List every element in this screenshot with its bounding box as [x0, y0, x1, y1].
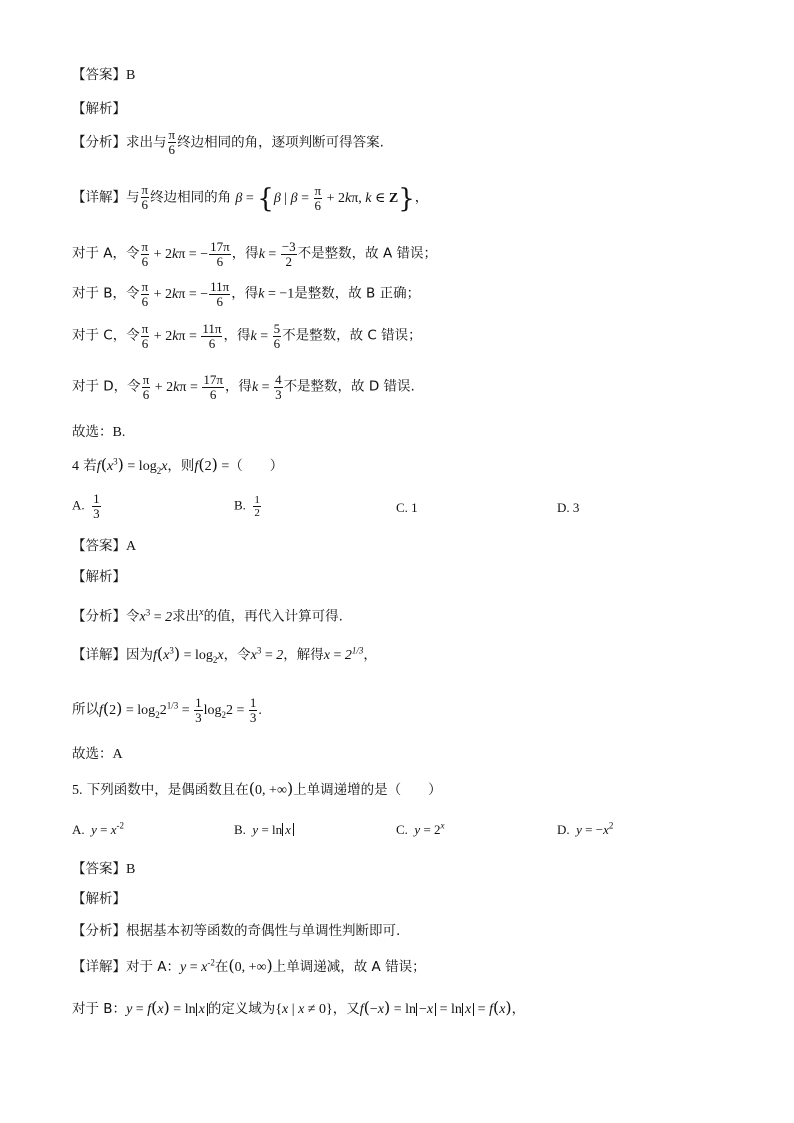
q5-detail-b3: ，又	[332, 1001, 360, 1017]
q4-so-label: 所以	[72, 701, 99, 718]
fenxi-label: 【分析】	[72, 608, 126, 625]
q4-option-a[interactable]: A. $\frac{1}{3}$	[72, 491, 100, 521]
q3-fenxi-line	[72, 128, 384, 157]
q4-stem-a: 若	[83, 458, 97, 474]
q4-analysis-header	[72, 568, 126, 586]
q5-detail-a-line: 【详解】对于 A：$y = x^{-2}$在(0, +∞)上单调递减，故 A 错误；	[72, 956, 426, 975]
q4-so-line: 所以$f(2) = \log_22^{1/3}$ = $\frac{1}{3}$ $\log_22$ = $\frac{1}{3}$ .	[72, 695, 262, 725]
answer-label: 【答案】	[72, 67, 126, 83]
q4-choose-value: A	[112, 747, 123, 762]
q4-fenxi-c: 的值，再代入计算可得.	[203, 608, 343, 625]
beta-set-formula: β = {β | β = $\frac{\pi}{6}$ + 2kπ, k ∈ Z}	[235, 182, 415, 214]
set-z-symbol: Z	[388, 190, 399, 206]
q5-detail-b-line: 对于 B：y = f(x) = ln x 的定义域为{x | x ≠ 0}，又f(−x) = ln −x = ln x = f(x)，	[72, 998, 526, 1017]
fenxi-label: 【分析】	[72, 134, 126, 151]
analysis-label: 【解析】	[72, 101, 126, 117]
row-prefix: 对于 C，令	[72, 327, 140, 344]
q4-stem-c: （ ）	[229, 458, 284, 474]
q4-fenxi-b: 求出	[172, 608, 200, 625]
q4-option-d[interactable]: D. 3	[557, 500, 580, 515]
q5-detail-b: 对于 B：	[72, 1001, 127, 1017]
q4-stem: 4 若$f(x^3) = \log_2x$，则f(2) =（ ）	[72, 455, 284, 476]
answer-label: 【答案】	[72, 861, 126, 877]
guxuan-label: 故选：	[72, 746, 113, 762]
q5-detail-a: 对于 A：	[126, 959, 181, 975]
q3-detail-intro: 与	[126, 189, 140, 206]
q4-option-b[interactable]: B. $\frac{1}{2}$	[234, 494, 260, 519]
xiangjie-label: 【详解】	[72, 959, 126, 975]
analysis-label: 【解析】	[72, 569, 126, 585]
xiangjie-label: 【详解】	[72, 189, 126, 206]
q4-number: 4	[72, 459, 79, 474]
q4-stem-b: ，则	[167, 458, 195, 474]
q3-fenxi-text-a: 求出与	[126, 134, 167, 151]
q5-option-c[interactable]: C. $y = 2^x$	[396, 820, 445, 837]
q4-choose-line	[72, 745, 123, 764]
q3-row-c: 对于 C，令 $\frac{\pi}{6}$ + 2kπ = $\frac{11\pi}{6}$ ，得k = $\frac{5}{6}$ 不是整数，故 C 错误；	[72, 321, 422, 351]
q5-option-b[interactable]: B. y = ln x	[234, 822, 294, 838]
q5-answer-line	[72, 860, 135, 879]
q5-option-d[interactable]: D. $y = -x^2$	[557, 820, 614, 837]
q4-option-c[interactable]: C. 1	[396, 500, 418, 515]
q5-option-a[interactable]: A. $y = x^{-2}$	[72, 820, 125, 837]
q3-analysis-header	[72, 100, 126, 118]
q5-answer-value: B	[126, 862, 136, 877]
row-prefix: 对于 A，令	[72, 245, 140, 262]
q5-fenxi-line	[72, 922, 400, 940]
answer-label: 【答案】	[72, 538, 126, 554]
fenxi-label: 【分析】	[72, 923, 126, 939]
frac-pi-over-6: $\frac{\pi}{6}$	[141, 182, 149, 212]
q5-detail-b2: 的定义域为	[207, 1001, 276, 1017]
q3-row-a: 对于 A，令 $\frac{\pi}{6}$ + 2kπ = − $\frac{17\pi}{6}$ ，得k = $\frac{-3}{2}$ 不是整数，故 A 错误；	[72, 239, 437, 269]
q3-fenxi-text-b: 终边相同的角，逐项判断可得答案.	[177, 134, 384, 151]
q5-stem-b: 上单调递增的是（ ）	[293, 782, 442, 798]
q4-detail-b: ，令	[223, 647, 251, 663]
q4-fenxi-a: 令	[126, 608, 140, 625]
q4-detail-c: ，解得	[283, 647, 324, 663]
q5-detail-a3: 上单调递减，故 A 错误；	[272, 959, 426, 975]
q4-fenxi-line: 【分析】令$x^3 = 2$求出$^x$的值，再代入计算可得.	[72, 606, 343, 625]
q4-answer-line	[72, 537, 136, 556]
q5-stem: 5. 下列函数中，是偶函数且在(0, +∞)上单调递增的是（ ）	[72, 779, 442, 798]
q3-choose-value: B.	[112, 425, 126, 440]
q4-answer-value: A	[126, 539, 137, 554]
q3-answer-value: B	[126, 68, 136, 83]
q5-detail-a2: 在	[214, 959, 229, 975]
analysis-label: 【解析】	[72, 891, 126, 907]
row-prefix: 对于 B，令	[72, 285, 140, 302]
q3-row-b: 对于 B，令 $\frac{\pi}{6}$ + 2kπ = − $\frac{11\pi}{6}$ ，得k = −1是整数，故 B 正确；	[72, 279, 421, 309]
q5-stem-a: 下列函数中，是偶函数且在	[86, 782, 249, 798]
frac-pi-over-6: $\frac{\pi}{6}$	[168, 127, 176, 157]
q5-detail-b4: ，	[511, 1001, 526, 1017]
q3-choose-line	[72, 423, 125, 442]
q5-number: 5.	[72, 783, 83, 798]
q5-fenxi-text: 根据基本初等函数的奇偶性与单调性判断即可.	[126, 923, 401, 939]
q3-answer-line	[72, 66, 135, 85]
xiangjie-label: 【详解】	[72, 647, 126, 663]
q5-analysis-header	[72, 890, 126, 908]
q3-detail-mid: 终边相同的角	[150, 189, 232, 206]
q4-detail-line: 【详解】因为$f(x^3) = \log_2x$，令$x^3 = 2$，解得$x = 2^{1/3}$，	[72, 644, 377, 665]
guxuan-label: 故选：	[72, 424, 113, 440]
q3-row-d: 对于 D，令 $\frac{\pi}{6}$ + 2kπ = $\frac{17\pi}{6}$ ，得k = $\frac{4}{3}$ 不是整数，故 D 错误.	[72, 372, 415, 402]
q4-detail-a: 因为	[126, 647, 153, 663]
q3-detail-line: 【详解】与 $\frac{\pi}{6}$ 终边相同的角 β = {β | β = $\frac{\pi}{6}$ + 2kπ, k ∈ Z}，	[72, 182, 429, 214]
row-prefix: 对于 D，令	[72, 378, 141, 395]
